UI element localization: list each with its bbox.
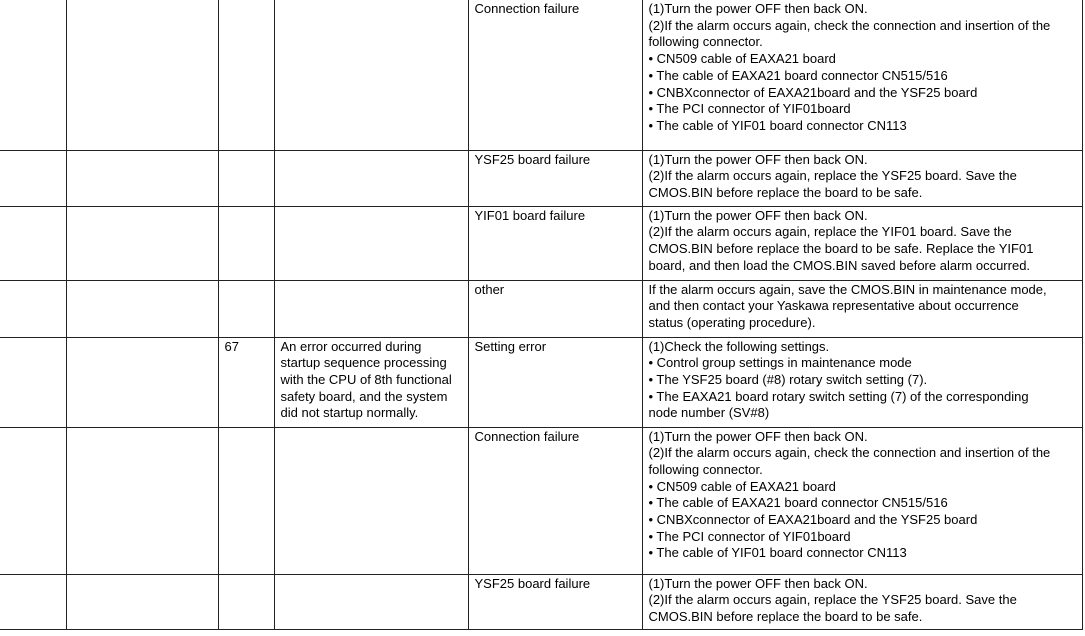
alarm-number-cell bbox=[0, 150, 66, 206]
remedy-line: (1)Turn the power OFF then back ON. bbox=[648, 151, 868, 167]
sub-code-cell bbox=[218, 150, 274, 206]
remedy-line: (1)Check the following settings. bbox=[648, 338, 830, 354]
remedy-cell bbox=[642, 280, 1082, 337]
remedy-line: (2)If the alarm occurs again, replace the YIF01 board. Save the bbox=[648, 224, 1012, 240]
remedy-line: • CN509 cable of EAXA21 board bbox=[648, 478, 836, 494]
alarm-number-cell bbox=[0, 574, 66, 629]
cause-text: YSF25 board failure bbox=[474, 575, 591, 591]
remedy-line: (1)Turn the power OFF then back ON. bbox=[648, 428, 868, 444]
cause-text: Setting error bbox=[474, 338, 547, 354]
table-row bbox=[0, 150, 1082, 206]
cause-cell bbox=[468, 574, 642, 629]
remedy-line: board, and then load the CMOS.BIN saved before alarm occurred. bbox=[648, 257, 1031, 273]
alarm-name-cell bbox=[66, 150, 218, 206]
meaning-cell bbox=[274, 150, 468, 206]
sub-code-cell bbox=[218, 574, 274, 629]
remedy-line: following connector. bbox=[648, 461, 763, 477]
meaning-cell bbox=[274, 0, 468, 150]
remedy-line: (1)Turn the power OFF then back ON. bbox=[648, 575, 868, 591]
remedy-line: • The YSF25 board (#8) rotary switch setting (7). bbox=[648, 371, 928, 387]
remedy-line: • CNBXconnector of EAXA21board and the YSF25 board bbox=[648, 84, 978, 100]
remedy-line: CMOS.BIN before replace the board to be safe. Replace the YIF01 bbox=[648, 240, 1034, 256]
remedy-line: following connector. bbox=[648, 34, 763, 50]
remedy-line: If the alarm occurs again, save the CMOS.BIN in maintenance mode, bbox=[648, 281, 1047, 297]
remedy-line: • The EAXA21 board rotary switch setting (7) of the corresponding bbox=[648, 388, 1029, 404]
remedy-line: • The PCI connector of YIF01board bbox=[648, 528, 851, 544]
alarm-number-cell bbox=[0, 280, 66, 337]
remedy-line: node number (SV#8) bbox=[648, 405, 770, 421]
sub-code: 67 bbox=[224, 338, 239, 354]
table-row bbox=[0, 206, 1082, 280]
meaning-line: with the CPU of 8th functional bbox=[280, 371, 452, 387]
meaning-cell bbox=[274, 280, 468, 337]
alarm-number-cell bbox=[0, 0, 66, 150]
remedy-line: CMOS.BIN before replace the board to be safe. bbox=[648, 608, 923, 624]
meaning-line: An error occurred during bbox=[280, 338, 422, 354]
table-row bbox=[0, 337, 1082, 427]
cause-cell bbox=[468, 337, 642, 427]
remedy-cell bbox=[642, 427, 1082, 574]
remedy-line: (1)Turn the power OFF then back ON. bbox=[648, 1, 868, 16]
alarm-number-cell bbox=[0, 206, 66, 280]
cause-text: Connection failure bbox=[474, 428, 580, 444]
remedy-line: • The PCI connector of YIF01board bbox=[648, 101, 851, 117]
cause-cell bbox=[468, 206, 642, 280]
meaning-line: startup sequence processing bbox=[280, 355, 447, 371]
remedy-line: (1)Turn the power OFF then back ON. bbox=[648, 207, 868, 223]
cause-text: YIF01 board failure bbox=[474, 207, 586, 223]
sub-code-cell bbox=[218, 427, 274, 574]
remedy-line: • CN509 cable of EAXA21 board bbox=[648, 51, 836, 67]
meaning-cell bbox=[274, 337, 468, 427]
meaning-cell bbox=[274, 206, 468, 280]
sub-code-cell bbox=[218, 280, 274, 337]
remedy-line: status (operating procedure). bbox=[648, 314, 816, 330]
alarm-number-cell bbox=[0, 427, 66, 574]
table-row bbox=[0, 0, 1082, 150]
remedy-line: (2)If the alarm occurs again, replace the YSF25 board. Save the bbox=[648, 592, 1017, 608]
sub-code-cell bbox=[218, 337, 274, 427]
table-row bbox=[0, 427, 1082, 574]
remedy-cell bbox=[642, 574, 1082, 629]
sub-code-cell bbox=[218, 0, 274, 150]
remedy-line: and then contact your Yaskawa representative about occurrence bbox=[648, 298, 1019, 314]
remedy-line: • The cable of EAXA21 board connector CN515/516 bbox=[648, 495, 948, 511]
remedy-line: (2)If the alarm occurs again, check the connection and insertion of the bbox=[648, 445, 1051, 461]
cause-cell bbox=[468, 427, 642, 574]
cause-cell bbox=[468, 280, 642, 337]
meaning-line: safety board, and the system bbox=[280, 388, 448, 404]
remedy-line: • The cable of YIF01 board connector CN113 bbox=[648, 117, 907, 133]
cause-text: YSF25 board failure bbox=[474, 151, 591, 167]
remedy-line: (2)If the alarm occurs again, check the connection and insertion of the bbox=[648, 17, 1051, 33]
remedy-cell bbox=[642, 150, 1082, 206]
remedy-line: • The cable of YIF01 board connector CN113 bbox=[648, 545, 907, 561]
alarm-number-cell bbox=[0, 337, 66, 427]
alarm-name-cell bbox=[66, 0, 218, 150]
remedy-cell bbox=[642, 337, 1082, 427]
remedy-cell bbox=[642, 206, 1082, 280]
alarm-name-cell bbox=[66, 280, 218, 337]
alarm-name-cell bbox=[66, 427, 218, 574]
meaning-line: did not startup normally. bbox=[280, 405, 419, 421]
alarm-name-cell bbox=[66, 337, 218, 427]
alarm-name-cell bbox=[66, 206, 218, 280]
cause-cell bbox=[468, 0, 642, 150]
table-row bbox=[0, 574, 1082, 629]
remedy-cell bbox=[642, 0, 1082, 150]
table-row bbox=[0, 280, 1082, 337]
cause-text: other bbox=[474, 281, 505, 297]
cause-text: Connection failure bbox=[474, 1, 580, 16]
remedy-line: CMOS.BIN before replace the board to be safe. bbox=[648, 184, 923, 200]
remedy-line: • CNBXconnector of EAXA21board and the YSF25 board bbox=[648, 512, 978, 528]
alarm-name-cell bbox=[66, 574, 218, 629]
meaning-cell bbox=[274, 574, 468, 629]
sub-code-cell bbox=[218, 206, 274, 280]
remedy-line: (2)If the alarm occurs again, replace the YSF25 board. Save the bbox=[648, 168, 1017, 184]
remedy-line: • The cable of EAXA21 board connector CN515/516 bbox=[648, 67, 948, 83]
meaning-cell bbox=[274, 427, 468, 574]
remedy-line: • Control group settings in maintenance mode bbox=[648, 355, 912, 371]
cause-cell bbox=[468, 150, 642, 206]
